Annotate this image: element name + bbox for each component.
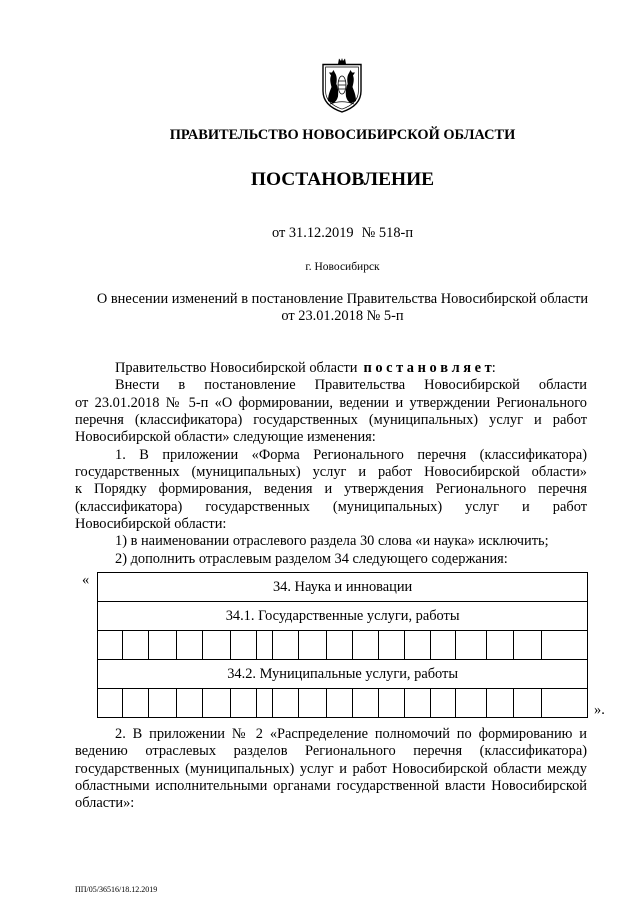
subitem-2-line: 2) дополнить отраслевым разделом 34 следующего содержания: xyxy=(115,550,508,567)
item-1-line: (классификатора) государственных (муниципальных) услуг и работ xyxy=(75,498,587,515)
item-1-line: к Порядку формирования, ведения и утверждения Регионального перечня xyxy=(75,481,587,498)
item-2-line: областными исполнительными органами государственной власти Новосибирской xyxy=(75,778,587,795)
city-name: г. Новосибирск xyxy=(305,261,380,273)
table-empty-cell xyxy=(299,689,327,718)
table-empty-cell xyxy=(405,631,431,660)
table-empty-cell xyxy=(456,631,487,660)
table-empty-cell xyxy=(487,631,514,660)
item-2-line: государственных (муниципальных) услуг и работ Новосибирской области между xyxy=(75,760,587,777)
title-line: от 23.01.2018 № 5-п xyxy=(281,308,404,325)
municipal-services-row xyxy=(98,660,588,689)
document-type: ПОСТАНОВЛЕНИЕ xyxy=(250,169,435,190)
table-open-quote: « xyxy=(82,572,90,588)
document-number: № 518-п xyxy=(361,225,414,241)
table-empty-cell xyxy=(98,689,123,718)
table-empty-cell xyxy=(456,689,487,718)
table-empty-cell xyxy=(98,631,123,660)
item-1-line: государственных (муниципальных) услуг и работ Новосибирской области» xyxy=(75,464,587,481)
preamble-subject: Правительство Новосибирской области xyxy=(115,360,358,376)
table-empty-cell xyxy=(405,689,431,718)
table-close-quote: ». xyxy=(594,702,605,718)
state-services-heading-cell: 34.1. Государственные услуги, работы xyxy=(98,602,588,631)
table-empty-cell xyxy=(327,631,353,660)
intro-line: от 23.01.2018 № 5-п «О формировании, ведении и утверждении Регионального xyxy=(75,394,587,411)
table-empty-cell xyxy=(273,689,299,718)
authority-name: ПРАВИТЕЛЬСТВО НОВОСИБИРСКОЙ ОБЛАСТИ xyxy=(169,127,516,143)
table-empty-cell xyxy=(353,631,379,660)
intro-line: Новосибирской области» следующие изменения: xyxy=(75,429,376,446)
item-1-line: 1. В приложении «Форма Регионального перечня (классификатора) xyxy=(115,446,587,463)
classifier-section-table xyxy=(97,572,588,718)
preamble-punctuation: : xyxy=(491,360,496,376)
table-empty-cell xyxy=(327,689,353,718)
title-line: О внесении изменений в постановление Правительства Новосибирской области xyxy=(96,291,589,307)
table-empty-cell xyxy=(379,631,405,660)
table-empty-cell xyxy=(353,689,379,718)
resolution-body-continued xyxy=(75,726,587,813)
preamble-line xyxy=(75,360,587,377)
table-empty-cell xyxy=(257,631,273,660)
table-empty-cell xyxy=(231,689,257,718)
date-number-line xyxy=(75,224,610,242)
table-empty-cell xyxy=(177,689,203,718)
section-heading-cell: 34. Наука и инновации xyxy=(98,573,588,602)
table-empty-cell xyxy=(299,631,327,660)
document-date: от 31.12.2019 xyxy=(271,225,354,241)
document-title xyxy=(75,291,610,326)
table-empty-cell xyxy=(431,689,456,718)
document-registration-code: ПП/05/36516/18.12.2019 xyxy=(75,885,158,894)
preamble-verb: п о с т а н о в л я е т xyxy=(363,360,492,376)
intro-line: перечня (классификатора) государственных (муниципальных) услуг и работ xyxy=(75,412,587,429)
item-1-line: Новосибирской области: xyxy=(75,516,227,533)
table-empty-cell xyxy=(231,631,257,660)
section-row xyxy=(98,573,588,602)
table-empty-cell xyxy=(123,631,149,660)
subitem-1-line: 1) в наименовании отраслевого раздела 30 слова «и наука» исключить; xyxy=(115,533,549,550)
municipal-services-empty-row xyxy=(98,689,588,718)
table-empty-cell xyxy=(514,631,542,660)
table-empty-cell xyxy=(273,631,299,660)
table-empty-cell xyxy=(257,689,273,718)
intro-line: Внести в постановление Правительства Новосибирской области xyxy=(115,377,587,394)
state-services-row xyxy=(98,602,588,631)
table-empty-cell xyxy=(514,689,542,718)
table-empty-cell xyxy=(149,631,177,660)
table-empty-cell xyxy=(431,631,456,660)
item-2-line: ведению отраслевых разделов Регионального перечня (классификатора) xyxy=(75,743,587,760)
state-services-empty-row xyxy=(98,631,588,660)
table-empty-cell xyxy=(487,689,514,718)
table-empty-cell xyxy=(123,689,149,718)
municipal-services-heading-cell: 34.2. Муниципальные услуги, работы xyxy=(98,660,588,689)
table-empty-cell xyxy=(149,689,177,718)
table-empty-cell xyxy=(542,689,588,718)
table-empty-cell xyxy=(542,631,588,660)
table-empty-cell xyxy=(203,631,231,660)
table-empty-cell xyxy=(203,689,231,718)
item-2-line: области»: xyxy=(75,795,135,812)
resolution-body xyxy=(75,360,587,568)
coat-of-arms-icon xyxy=(320,57,364,113)
table-empty-cell xyxy=(177,631,203,660)
item-2-line: 2. В приложении № 2 «Распределение полномочий по формированию и xyxy=(115,726,587,742)
table-empty-cell xyxy=(379,689,405,718)
